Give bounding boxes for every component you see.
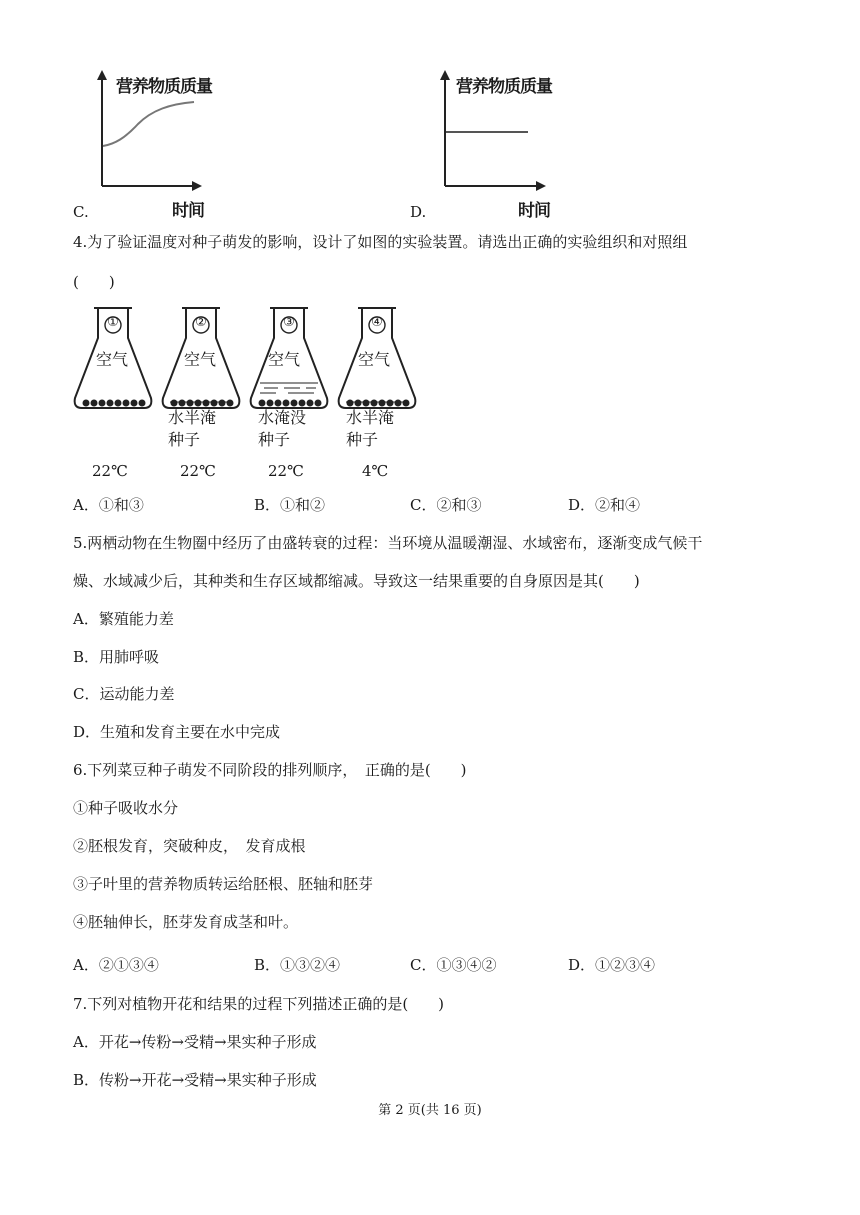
q5-option-b: B．用肺呼吸	[73, 648, 160, 666]
q4-option-d: D．②和④	[568, 496, 641, 514]
flask-1-number: ①	[107, 315, 119, 330]
flask-2-line1: 水半淹	[168, 408, 217, 427]
flask-1-temp: 22℃	[92, 462, 128, 480]
graph-c-ylabel: 营养物质质量	[116, 77, 212, 97]
q5-option-d: D．生殖和发育主要在水中完成	[73, 723, 281, 741]
q7-option-b: B．传粉→开花→受精→果实种子形成	[73, 1071, 317, 1089]
flask-2-air: 空气	[184, 350, 217, 369]
flask-3-line1: 水淹没	[258, 408, 307, 427]
graph-d-ylabel: 营养物质质量	[456, 77, 552, 97]
q4-paren: ( )	[73, 273, 115, 291]
flask-3-air: 空气	[268, 350, 301, 369]
flask-4	[336, 304, 418, 489]
q6-option-a: A．②①③④	[73, 956, 159, 974]
q6-item-3: ③子叶里的营养物质转运给胚根、胚轴和胚芽	[73, 875, 374, 893]
q6-option-c: C．①③④②	[410, 956, 497, 974]
q6-item-4: ④胚轴伸长，胚芽发育成茎和叶。	[73, 913, 299, 931]
q4-option-c: C．②和③	[410, 496, 482, 514]
graph-d-option: D.	[410, 203, 427, 221]
q5-stem-line2: 燥、水域减少后，其种类和生存区域都缩减。导致这一结果重要的自身原因是其( )	[73, 572, 640, 590]
q7-stem: 7.下列对植物开花和结果的过程下列描述正确的是( )	[73, 995, 445, 1013]
flask-4-temp: 4℃	[362, 462, 389, 480]
flask-3	[248, 304, 330, 489]
flask-2-temp: 22℃	[180, 462, 216, 480]
flask-4-line2: 种子	[346, 430, 379, 449]
q6-option-b: B．①③②④	[254, 956, 341, 974]
q6-option-d: D．①②③④	[568, 956, 656, 974]
flask-1-air: 空气	[96, 350, 129, 369]
page-footer: 第 2 页(共 16 页)	[378, 1103, 482, 1118]
q6-item-2: ②胚根发育，突破种皮， 发育成根	[73, 837, 306, 855]
q5-stem-line1: 5.两栖动物在生物圈中经历了由盛转衰的过程：当环境从温暖潮湿、水域密布，逐渐变成气候干	[73, 534, 703, 552]
graph-c-option: C.	[73, 203, 89, 221]
graph-d	[410, 66, 610, 222]
q4-stem: 4.为了验证温度对种子萌发的影响，设计了如图的实验装置。请选出正确的实验组织和对照组	[73, 233, 688, 251]
q5-option-c: C．运动能力差	[73, 685, 175, 703]
flask-3-line2: 种子	[258, 430, 291, 449]
graph-d-xlabel: 时间	[518, 201, 550, 221]
q4-option-a: A．①和③	[73, 496, 144, 514]
flask-3-number: ③	[283, 315, 295, 330]
flask-4-line1: 水半淹	[346, 408, 395, 427]
q4-option-b: B．①和②	[254, 496, 326, 514]
flask-2	[160, 304, 242, 489]
q5-option-a: A．繁殖能力差	[73, 610, 174, 628]
flask-4-number: ④	[371, 315, 383, 330]
graph-c-xlabel: 时间	[172, 201, 204, 221]
graph-c-curve	[103, 102, 194, 146]
flask-2-number: ②	[195, 315, 207, 330]
flask-1	[72, 304, 154, 489]
graph-c	[70, 66, 270, 222]
q7-option-a: A．开花→传粉→受精→果实种子形成	[73, 1033, 317, 1051]
q6-stem: 6.下列菜豆种子萌发不同阶段的排列顺序， 正确的是( )	[73, 761, 467, 779]
flask-4-air: 空气	[358, 350, 391, 369]
flask-3-temp: 22℃	[268, 462, 304, 480]
q6-item-1: ①种子吸收水分	[73, 799, 179, 817]
flask-2-line2: 种子	[168, 430, 201, 449]
